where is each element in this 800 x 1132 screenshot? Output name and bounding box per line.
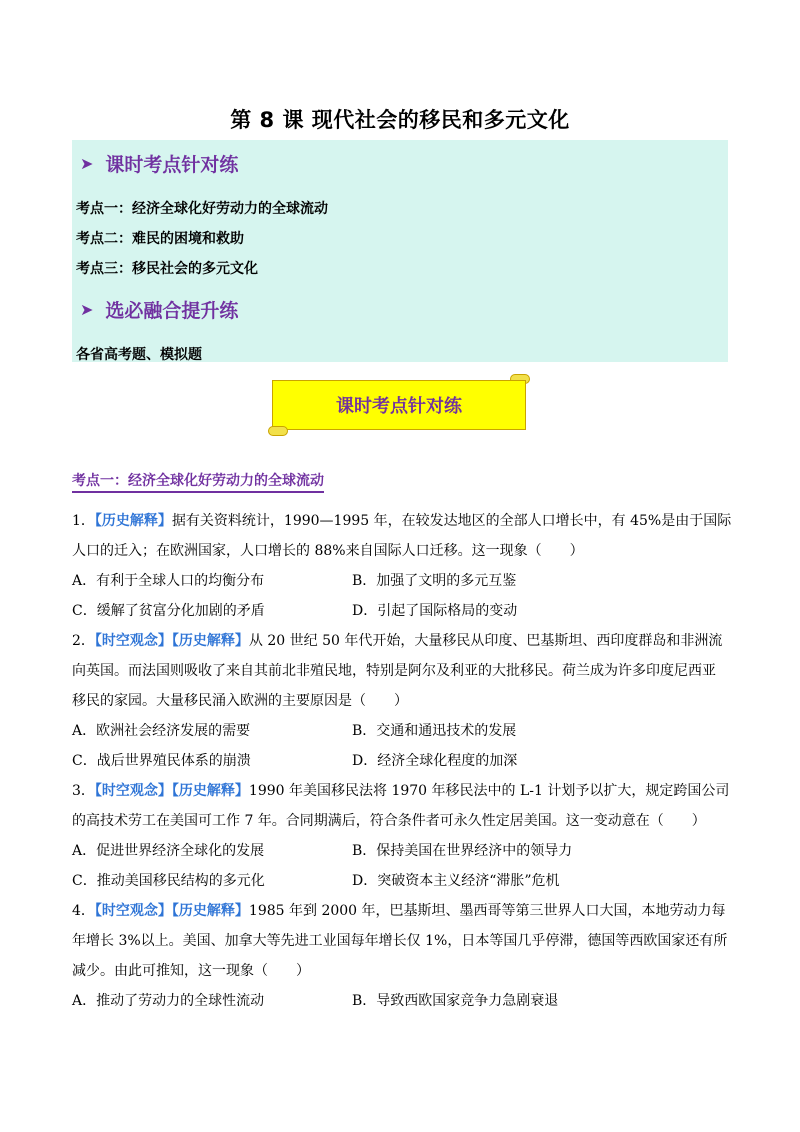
page-title: 第 8 课 现代社会的移民和多元文化 <box>230 108 570 132</box>
question-1-option-a: A．有利于全球人口的均衡分布 <box>72 573 265 589</box>
question-tag: 【历史解释】 <box>171 783 249 799</box>
question-4-option-a: A．推动了劳动力的全球性流动 <box>72 993 265 1009</box>
question-number: 3． <box>72 783 95 799</box>
toc-heading-1 <box>80 150 238 177</box>
question-text: 从 20 世纪 50 年代开始，大量移民从印度、巴基斯坦、西印度群岛和非洲流 <box>248 633 723 649</box>
question-3-option-d: D．突破资本主义经济“滞胀”危机 <box>352 873 560 889</box>
question-tag: 【时空观念】 <box>94 633 172 649</box>
question-2-option-c: C．战后世界殖民体系的崩溃 <box>72 753 251 769</box>
question-3-line-2: 的高技术劳工在美国可工作 7 年。合同期满后，符合条件者可永久性定居美国。这一变动意在（ ） <box>72 813 706 829</box>
question-2-option-b: B．交通和通迅技术的发展 <box>352 723 517 739</box>
question-4-line-3: 减少。由此可推知，这一现象（ ） <box>72 963 310 979</box>
question-4-line-2: 年增长 3%以上。美国、加拿大等先进工业国每年增长仅 1%，日本等国几乎停滞，德国等西欧国家还有所 <box>72 933 728 949</box>
question-number: 4． <box>72 903 95 919</box>
section-banner <box>268 374 530 436</box>
toc-heading-2 <box>80 296 238 323</box>
question-2-line-2: 向英国。而法国则吸收了来自其前北非殖民地，特别是阿尔及利亚的大批移民。荷兰成为许多印度尼西亚 <box>72 663 716 679</box>
banner-label: 课时考点针对练 <box>336 396 462 417</box>
chevron-right-icon: ➤ <box>80 154 94 173</box>
question-2-line-3: 移民的家园。大量移民涌入欧洲的主要原因是（ ） <box>72 693 408 709</box>
question-3-option-a: A．促进世界经济全球化的发展 <box>72 843 265 859</box>
question-number: 1． <box>72 513 95 529</box>
question-tag: 【时空观念】 <box>94 903 172 919</box>
question-1-line-2: 人口的迁入；在欧洲国家，人口增长的 88%来自国际人口迁移。这一现象（ ） <box>72 543 584 559</box>
question-2-line-1 <box>72 631 732 651</box>
question-tag: 【历史解释】 <box>171 903 249 919</box>
toc-sub: 各省高考题、模拟题 <box>76 347 202 363</box>
banner-body <box>272 380 526 430</box>
toc-item-3: 考点三：移民社会的多元文化 <box>76 261 258 277</box>
section-heading: 考点一：经济全球化好劳动力的全球流动 <box>72 470 324 493</box>
question-2-option-d: D．经济全球化程度的加深 <box>352 753 518 769</box>
question-number: 2． <box>72 633 95 649</box>
question-2-option-a: A．欧洲社会经济发展的需要 <box>72 723 251 739</box>
question-text: 1990 年美国移民法将 1970 年移民法中的 L-1 计划予以扩大，规定跨国公司 <box>248 783 730 799</box>
question-4-option-b: B．导致西欧国家竞争力急剧衰退 <box>352 993 559 1009</box>
question-1-option-c: C．缓解了贫富分化加剧的矛盾 <box>72 603 265 619</box>
chevron-right-icon: ➤ <box>80 300 94 319</box>
question-tag: 【时空观念】 <box>94 783 172 799</box>
question-3-line-1 <box>72 781 732 801</box>
question-4-line-1 <box>72 901 732 921</box>
toc-item-2: 考点二：难民的困境和救助 <box>76 231 244 247</box>
question-text: 1985 年到 2000 年，巴基斯坦、墨西哥等第三世界人口大国，本地劳动力每 <box>248 903 726 919</box>
question-3-option-c: C．推动美国移民结构的多元化 <box>72 873 265 889</box>
question-1-option-d: D．引起了国际格局的变动 <box>352 603 518 619</box>
question-tag: 【历史解释】 <box>171 633 249 649</box>
toc-item-1: 考点一：经济全球化好劳动力的全球流动 <box>76 201 328 217</box>
question-3-option-b: B．保持美国在世界经济中的领导力 <box>352 843 573 859</box>
scroll-curl-icon <box>268 426 288 436</box>
question-1-option-b: B．加强了文明的多元互鉴 <box>352 573 517 589</box>
question-text: 据有关资料统计，1990—1995 年，在较发达地区的全部人口增长中，有 45%是由于国际 <box>171 513 732 529</box>
toc-heading-1-label: 课时考点针对练 <box>105 154 239 176</box>
question-tag: 【历史解释】 <box>94 513 172 529</box>
toc-heading-2-label: 选必融合提升练 <box>105 300 239 322</box>
question-1-line-1 <box>72 511 732 531</box>
toc-box <box>72 140 728 362</box>
